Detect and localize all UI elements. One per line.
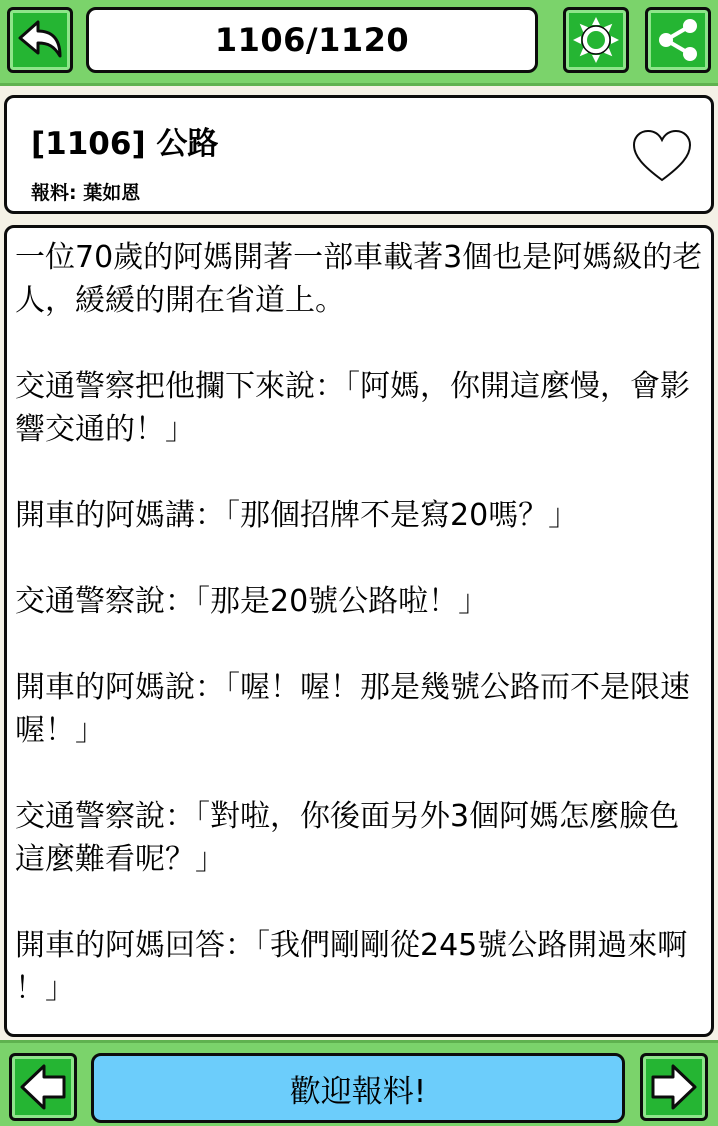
- arrow-left-icon: [18, 1062, 68, 1112]
- joke-title: [1106] 公路: [31, 126, 219, 162]
- report-button[interactable]: 歡迎報料!: [91, 1053, 625, 1123]
- joke-paragraph: 交通警察說：「那是20號公路啦！」: [15, 584, 489, 619]
- joke-reporter: 報料: 葉如恩: [31, 182, 141, 204]
- settings-button[interactable]: [563, 7, 629, 73]
- share-button[interactable]: [645, 7, 711, 73]
- top-bar: [0, 0, 718, 86]
- previous-button[interactable]: [9, 1053, 77, 1121]
- back-arrow-icon: [16, 18, 64, 62]
- heart-outline-icon[interactable]: [631, 128, 693, 184]
- joke-counter: 1106/1120: [86, 7, 538, 73]
- arrow-right-icon: [649, 1062, 699, 1112]
- joke-paragraph: 開車的阿媽回答：「我們剛剛從245號公路開過來啊 ！」: [15, 928, 688, 1006]
- bottom-bar: [0, 1040, 718, 1126]
- joke-header-card: [4, 95, 714, 214]
- joke-content: [4, 225, 714, 1037]
- joke-paragraph: 開車的阿媽說：「喔！喔！那是幾號公路而不是限速喔！」: [15, 670, 690, 748]
- back-button[interactable]: [7, 7, 73, 73]
- gear-icon: [571, 15, 621, 65]
- joke-paragraph: 一位70歲的阿媽開著一部車載著3個也是阿媽級的老人，緩緩的開在省道上。: [15, 240, 703, 318]
- next-button[interactable]: [640, 1053, 708, 1121]
- joke-paragraph: 交通警察說：「對啦，你後面另外3個阿媽怎麼臉色這麼難看呢？」: [15, 799, 680, 877]
- joke-paragraph: 交通警察把他攔下來說：「阿媽，你開這麼慢，會影響交通的！」: [15, 369, 690, 447]
- joke-paragraph: 開車的阿媽講：「那個招牌不是寫20嗎？」: [15, 498, 579, 533]
- share-icon: [655, 17, 701, 63]
